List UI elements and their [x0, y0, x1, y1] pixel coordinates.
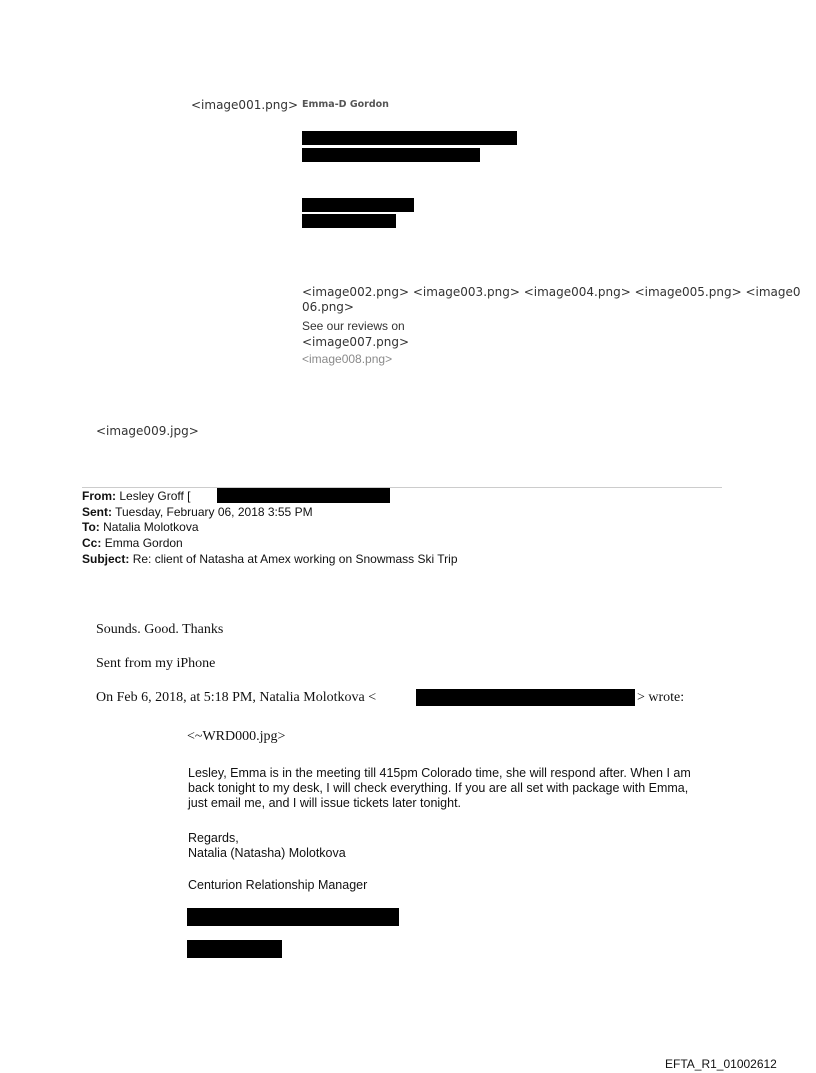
redaction-bar	[302, 131, 517, 145]
from-label: From:	[82, 489, 116, 503]
to-line	[82, 520, 199, 535]
document-id: EFTA_R1_01002612	[665, 1057, 777, 1071]
subject-label: Subject:	[82, 552, 130, 566]
redaction-bar	[302, 214, 396, 228]
sent-line	[82, 505, 313, 520]
redaction-bar	[302, 198, 414, 212]
sent-value: Tuesday, February 06, 2018 3:55 PM	[115, 505, 313, 519]
to-label: To:	[82, 520, 100, 534]
quoted-role: Centurion Relationship Manager	[188, 878, 368, 892]
header-divider	[82, 487, 722, 488]
subject-value: Re: client of Natasha at Amex working on Snowmass Ski Trip	[132, 552, 458, 566]
sent-label: Sent:	[82, 505, 112, 519]
signature-name: Emma-D Gordon	[302, 99, 389, 110]
redaction-bar	[187, 908, 399, 926]
cc-label: Cc:	[82, 536, 102, 550]
from-value: Lesley Groff [	[119, 489, 191, 503]
cc-line	[82, 536, 183, 551]
social-image-placeholders: <image002.png> <image003.png> <image004.png> <image005.png> <image006.png>	[302, 285, 801, 314]
redaction-bar	[302, 148, 480, 162]
quote-intro-prefix: On Feb 6, 2018, at 5:18 PM, Natalia Molotkova <	[96, 690, 377, 705]
image009-placeholder: <image009.jpg>	[96, 424, 199, 438]
quoted-signer: Natalia (Natasha) Molotkova	[188, 846, 346, 860]
quoted-regards: Regards,	[188, 831, 239, 845]
image007-placeholder: <image007.png>	[302, 335, 410, 349]
redaction-bar	[416, 689, 635, 706]
image008-placeholder: <image008.png>	[302, 352, 393, 366]
redaction-bar	[217, 488, 390, 503]
to-value: Natalia Molotkova	[103, 520, 199, 534]
body-line-1: Sounds. Good. Thanks	[96, 622, 224, 637]
wrd000-placeholder: <~WRD000.jpg>	[187, 729, 286, 744]
subject-line	[82, 552, 458, 567]
body-line-2: Sent from my iPhone	[96, 656, 216, 671]
cc-value: Emma Gordon	[104, 536, 183, 550]
reviews-text: See our reviews on	[302, 319, 405, 333]
quote-intro-suffix: > wrote:	[637, 690, 685, 705]
redaction-bar	[187, 940, 282, 958]
quoted-paragraph: Lesley, Emma is in the meeting till 415pm Colorado time, she will respond after. When I am back tonight to my desk, I will check everything. If you are all set with package with Emma, just email me, and I will issue tickets later tonight.	[188, 766, 691, 810]
image001-placeholder: <image001.png>	[191, 98, 299, 112]
